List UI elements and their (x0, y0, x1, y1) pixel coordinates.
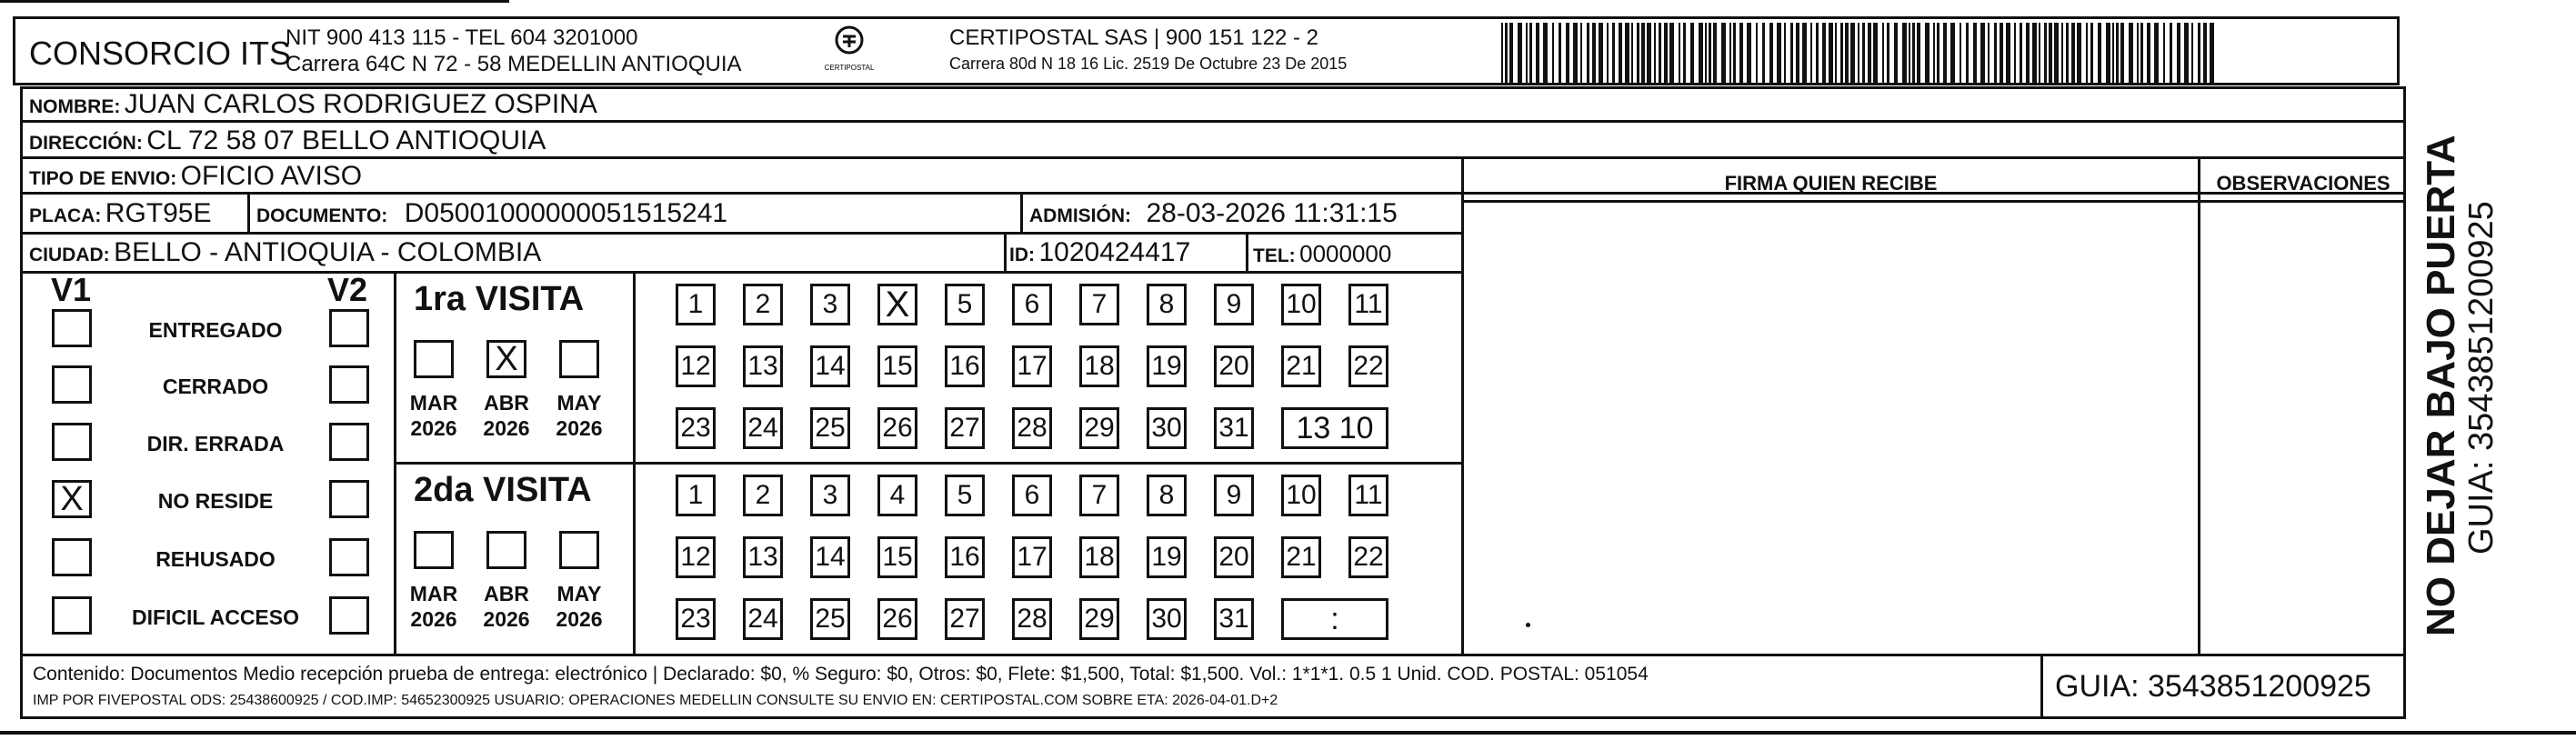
month-checkbox (559, 531, 599, 569)
name-row (29, 89, 597, 120)
barcode-bar (1505, 23, 1508, 83)
imp-line: IMP POR FIVEPOSTAL ODS: 25438600925 / COD.IMP: 54652300925 USUARIO: OPERACIONES MEDELLIN CONSULTE SU ENVIO EN: CERTIPOSTAL.COM SOBRE ETA: 2026-04-01.D+2 (33, 693, 1278, 708)
day-box: 20 (1214, 536, 1254, 578)
barcode-bar (1683, 23, 1686, 83)
barcode-bar (1816, 23, 1819, 83)
side-guia: GUIA: 3543851200925 (2462, 201, 2501, 555)
city-value: BELLO - ANTIOQUIA - COLOMBIA (114, 237, 542, 267)
day-box: 5 (945, 284, 985, 325)
barcode-bar (2184, 23, 2189, 83)
company-nit: NIT 900 413 115 - TEL 604 3201000 (286, 25, 638, 50)
day-box: 15 (877, 345, 917, 387)
month-label: MAR (409, 582, 458, 605)
barcode-bar (2120, 23, 2124, 83)
day-box: 1 (676, 284, 716, 325)
v1-checkbox (52, 309, 92, 347)
barcode-bar (2066, 23, 2069, 83)
barcode-bar (1647, 23, 1651, 83)
status-label: DIR. ERRADA (146, 432, 285, 455)
barcode-bar (1769, 23, 1773, 83)
month-label: ABR (484, 582, 529, 605)
day-box: 9 (1214, 475, 1254, 516)
day-box: 10 (1281, 284, 1321, 325)
barcode-bar (2106, 23, 2110, 83)
barcode-bar (2210, 23, 2214, 83)
barcode-bar (1518, 23, 1522, 83)
barcode-bar (2129, 23, 2133, 83)
admission-value: 28-03-2026 11:31:15 (1146, 198, 1398, 228)
time-box: 13 10 (1281, 407, 1388, 449)
day-box: X (877, 284, 917, 325)
barcode-bar (1587, 23, 1589, 83)
day-box: 21 (1281, 345, 1321, 387)
barcode-bar (2177, 23, 2180, 83)
barcode-bar (1994, 23, 1997, 83)
day-box: 31 (1214, 407, 1254, 449)
courier-address: Carrera 80d N 18 16 Lic. 2519 De Octubre 23 De 2015 (949, 55, 1348, 73)
v2-checkbox (329, 596, 369, 635)
barcode-bar (1580, 23, 1582, 83)
barcode-bar (1937, 23, 1940, 83)
barcode-bar (2098, 23, 2101, 83)
barcode-bar (1850, 23, 1855, 83)
id-row (1009, 237, 1190, 268)
id-value: 1020424417 (1038, 237, 1191, 267)
barcode-bar (1729, 23, 1731, 83)
barcode-bar (1790, 23, 1793, 83)
barcode-bar (1873, 23, 1878, 83)
year-label: 2026 (483, 607, 530, 631)
v1-checkbox (52, 365, 92, 404)
barcode-bar (2000, 23, 2003, 83)
barcode-bar (1840, 23, 1843, 83)
day-box: 14 (810, 345, 850, 387)
barcode-bar (2014, 23, 2016, 83)
barcode-bar (2039, 23, 2040, 83)
day-box: 3 (810, 284, 850, 325)
day-box: 24 (743, 598, 783, 640)
v1-checkbox (52, 596, 92, 635)
barcode-bar (1902, 23, 1907, 83)
day-box: 22 (1348, 345, 1388, 387)
barcode-bar (2191, 23, 2193, 83)
tel-value: 0000000 (1299, 240, 1392, 267)
barcode-bar (1699, 23, 1703, 83)
barcode-bar (2116, 23, 2119, 83)
day-box: 3 (810, 475, 850, 516)
day-box: 28 (1012, 598, 1052, 640)
barcode (1501, 23, 2220, 83)
barcode-bar (1925, 23, 1929, 83)
barcode-bar (1733, 23, 1736, 83)
tel-row (1253, 240, 1391, 268)
barcode-bar (1784, 23, 1786, 83)
recipient-name: JUAN CARLOS RODRIGUEZ OSPINA (124, 89, 597, 119)
courier-name: CERTIPOSTAL SAS | 900 151 122 - 2 (949, 25, 1318, 50)
barcode-bar (1894, 23, 1898, 83)
v2-checkbox (329, 309, 369, 347)
barcode-bar (1762, 23, 1765, 83)
barcode-bar (1980, 23, 1985, 83)
visit-title: 2da VISITA (414, 471, 592, 509)
barcode-bar (1739, 23, 1743, 83)
barcode-bar (2054, 23, 2059, 83)
barcode-bar (1756, 23, 1758, 83)
plate-row (29, 198, 212, 229)
bottom-rule (0, 731, 2576, 735)
day-box: 25 (810, 598, 850, 640)
barcode-bar (1690, 23, 1694, 83)
svg-text:CERTIPOSTAL: CERTIPOSTAL (824, 64, 875, 72)
day-box: 12 (676, 536, 716, 578)
year-label: 2026 (483, 416, 530, 440)
barcode-bar (1543, 23, 1548, 83)
day-box: 6 (1012, 475, 1052, 516)
day-box: 28 (1012, 407, 1052, 449)
day-box: 11 (1348, 284, 1388, 325)
month-checkbox (486, 531, 526, 569)
month-checkbox (414, 531, 454, 569)
admission-label: ADMISIÓN: (1029, 205, 1131, 226)
barcode-bar (1909, 23, 1910, 83)
barcode-bar (2163, 23, 2165, 83)
status-label: DIFICIL ACCESO (131, 605, 299, 629)
shipment-type: OFICIO AVISO (180, 161, 363, 191)
day-box: 13 (743, 345, 783, 387)
barcode-bar (1709, 23, 1711, 83)
barcode-bar (1501, 23, 1503, 83)
barcode-bar (2203, 23, 2207, 83)
day-box: 1 (676, 475, 716, 516)
barcode-bar (2044, 23, 2047, 83)
barcode-bar (1868, 23, 1871, 83)
day-box: 30 (1147, 407, 1187, 449)
barcode-bar (2198, 23, 2200, 83)
observations-header: OBSERVACIONES (2216, 172, 2391, 195)
document-row (256, 198, 727, 229)
barcode-bar (1566, 23, 1569, 83)
barcode-bar (1777, 23, 1781, 83)
day-box: 25 (810, 407, 850, 449)
day-box: 15 (877, 536, 917, 578)
v2-label: V2 (327, 271, 368, 308)
barcode-bar (1966, 23, 1969, 83)
barcode-bar (1882, 23, 1884, 83)
barcode-bar (1887, 23, 1889, 83)
day-box: 17 (1012, 345, 1052, 387)
barcode-bar (2112, 23, 2114, 83)
address-label: DIRECCIÓN: (29, 133, 143, 154)
day-box: 10 (1281, 475, 1321, 516)
barcode-bar (2170, 23, 2172, 83)
v2-checkbox (329, 538, 369, 576)
day-box: 5 (945, 475, 985, 516)
day-box: 8 (1147, 475, 1187, 516)
signature-header: FIRMA QUIEN RECIBE (1724, 172, 1938, 195)
day-box: 9 (1214, 284, 1254, 325)
v1-checkbox: X (52, 480, 92, 518)
day-box: 2 (743, 284, 783, 325)
day-box: 19 (1147, 536, 1187, 578)
barcode-bar (1664, 23, 1668, 83)
barcode-bar (1625, 23, 1629, 83)
signature-dot (1526, 623, 1530, 627)
day-box: 18 (1079, 536, 1119, 578)
barcode-bar (2086, 23, 2088, 83)
barcode-bar (2061, 23, 2063, 83)
barcode-bar (1536, 23, 1539, 83)
day-box: 6 (1012, 284, 1052, 325)
barcode-bar (1607, 23, 1609, 83)
barcode-bar (1988, 23, 1990, 83)
barcode-bar (1933, 23, 1935, 83)
address-row (29, 125, 546, 156)
barcode-bar (2077, 23, 2081, 83)
day-box: 2 (743, 475, 783, 516)
year-label: 2026 (556, 416, 603, 440)
barcode-bar (1835, 23, 1837, 83)
month-label: MAY (556, 391, 602, 415)
day-box: 27 (945, 598, 985, 640)
barcode-bar (2020, 23, 2022, 83)
barcode-bar (1599, 23, 1603, 83)
side-warning: NO DEJAR BAJO PUERTA (2419, 135, 2463, 636)
document-label: DOCUMENTO: (256, 205, 388, 226)
day-box: 16 (945, 536, 985, 578)
month-label: ABR (484, 391, 529, 415)
type-row (29, 161, 362, 192)
day-box: 11 (1348, 475, 1388, 516)
time-box: : (1281, 598, 1388, 640)
barcode-bar (1659, 23, 1661, 83)
day-box: 31 (1214, 598, 1254, 640)
month-checkbox (559, 340, 599, 378)
barcode-bar (1950, 23, 1955, 83)
recipient-address: CL 72 58 07 BELLO ANTIOQUIA (146, 125, 546, 155)
month-label: MAY (556, 582, 602, 605)
barcode-bar (2049, 23, 2052, 83)
day-box: 30 (1147, 598, 1187, 640)
barcode-bar (2154, 23, 2159, 83)
status-label: REHUSADO (155, 547, 276, 571)
day-box: 7 (1079, 475, 1119, 516)
top-rule (0, 0, 509, 3)
barcode-bar (1637, 23, 1639, 83)
status-label: CERRADO (162, 375, 269, 398)
day-box: 19 (1147, 345, 1187, 387)
barcode-bar (1592, 23, 1596, 83)
barcode-bar (1526, 23, 1528, 83)
barcode-bar (2090, 23, 2093, 83)
plate-label: PLACA: (29, 205, 102, 226)
barcode-bar (1641, 23, 1645, 83)
day-box: 22 (1348, 536, 1388, 578)
name-label: NOMBRE: (29, 96, 121, 117)
year-label: 2026 (410, 607, 457, 631)
day-box: 23 (676, 407, 716, 449)
day-box: 20 (1214, 345, 1254, 387)
barcode-bar (1619, 23, 1622, 83)
tel-label: TEL: (1253, 245, 1296, 266)
day-box: 29 (1079, 598, 1119, 640)
barcode-bar (1705, 23, 1707, 83)
month-label: MAR (409, 391, 458, 415)
barcode-bar (1917, 23, 1920, 83)
visit-title: 1ra VISITA (414, 280, 585, 318)
v2-checkbox (329, 423, 369, 461)
v1-checkbox (52, 423, 92, 461)
day-box: 16 (945, 345, 985, 387)
v1-checkbox (52, 538, 92, 576)
barcode-bar (2071, 23, 2075, 83)
barcode-bar (1559, 23, 1561, 83)
barcode-bar (1943, 23, 1947, 83)
barcode-bar (1509, 23, 1513, 83)
status-label: NO RESIDE (157, 489, 274, 513)
day-box: 14 (810, 536, 850, 578)
barcode-bar (1862, 23, 1865, 83)
barcode-bar (1713, 23, 1717, 83)
day-box: 24 (743, 407, 783, 449)
barcode-bar (1822, 23, 1826, 83)
barcode-bar (1669, 23, 1674, 83)
month-checkbox: X (486, 340, 526, 378)
month-checkbox (414, 340, 454, 378)
barcode-bar (1573, 23, 1578, 83)
barcode-bar (1552, 23, 1554, 83)
admission-row (1029, 198, 1398, 229)
barcode-bar (1679, 23, 1680, 83)
document-value: D05001000000051515241 (404, 198, 728, 228)
barcode-bar (1810, 23, 1812, 83)
barcode-bar (2137, 23, 2139, 83)
barcode-bar (1529, 23, 1532, 83)
company-address: Carrera 64C N 72 - 58 MEDELLIN ANTIOQUIA (286, 52, 742, 76)
day-box: 29 (1079, 407, 1119, 449)
barcode-bar (1802, 23, 1807, 83)
barcode-bar (2006, 23, 2010, 83)
barcode-bar (2140, 23, 2143, 83)
day-box: 13 (743, 536, 783, 578)
day-box: 17 (1012, 536, 1052, 578)
city-row (29, 237, 541, 268)
day-box: 8 (1147, 284, 1187, 325)
barcode-bar (2147, 23, 2150, 83)
year-label: 2026 (556, 607, 603, 631)
id-label: ID: (1009, 245, 1035, 265)
barcode-bar (1721, 23, 1726, 83)
content-line: Contenido: Documentos Medio recepción prueba de entrega: electrónico | Declarado: $0, % Seguro: $0, Otros: $0, Flete: $1,500, Total: $1,500. Vol.: 1*1*1. 0.5 1 Unid. COD. POSTAL: 051054 (33, 664, 1649, 685)
barcode-bar (1912, 23, 1915, 83)
barcode-bar (2026, 23, 2030, 83)
day-box: 12 (676, 345, 716, 387)
barcode-bar (1973, 23, 1977, 83)
v1-label: V1 (51, 271, 92, 308)
day-box: 18 (1079, 345, 1119, 387)
day-box: 23 (676, 598, 716, 640)
barcode-bar (1845, 23, 1849, 83)
barcode-bar (2032, 23, 2037, 83)
company-name: CONSORCIO ITS (29, 35, 292, 72)
day-box: 26 (877, 407, 917, 449)
barcode-bar (1654, 23, 1656, 83)
footer-guia: GUIA: 3543851200925 (2055, 669, 2371, 704)
day-box: 7 (1079, 284, 1119, 325)
barcode-bar (1960, 23, 1961, 83)
type-label: TIPO DE ENVIO: (29, 168, 177, 189)
day-box: 27 (945, 407, 985, 449)
year-label: 2026 (410, 416, 457, 440)
barcode-bar (1612, 23, 1615, 83)
barcode-bar (1631, 23, 1633, 83)
status-label: ENTREGADO (148, 318, 283, 342)
v2-checkbox (329, 365, 369, 404)
barcode-bar (1858, 23, 1859, 83)
barcode-bar (1747, 23, 1751, 83)
certipostal-logo (821, 23, 877, 74)
plate-value: RGT95E (105, 198, 212, 228)
day-box: 4 (877, 475, 917, 516)
barcode-bar (1796, 23, 1799, 83)
v2-checkbox (329, 480, 369, 518)
barcode-bar (1829, 23, 1833, 83)
day-box: 26 (877, 598, 917, 640)
day-box: 21 (1281, 536, 1321, 578)
city-label: CIUDAD: (29, 245, 110, 265)
